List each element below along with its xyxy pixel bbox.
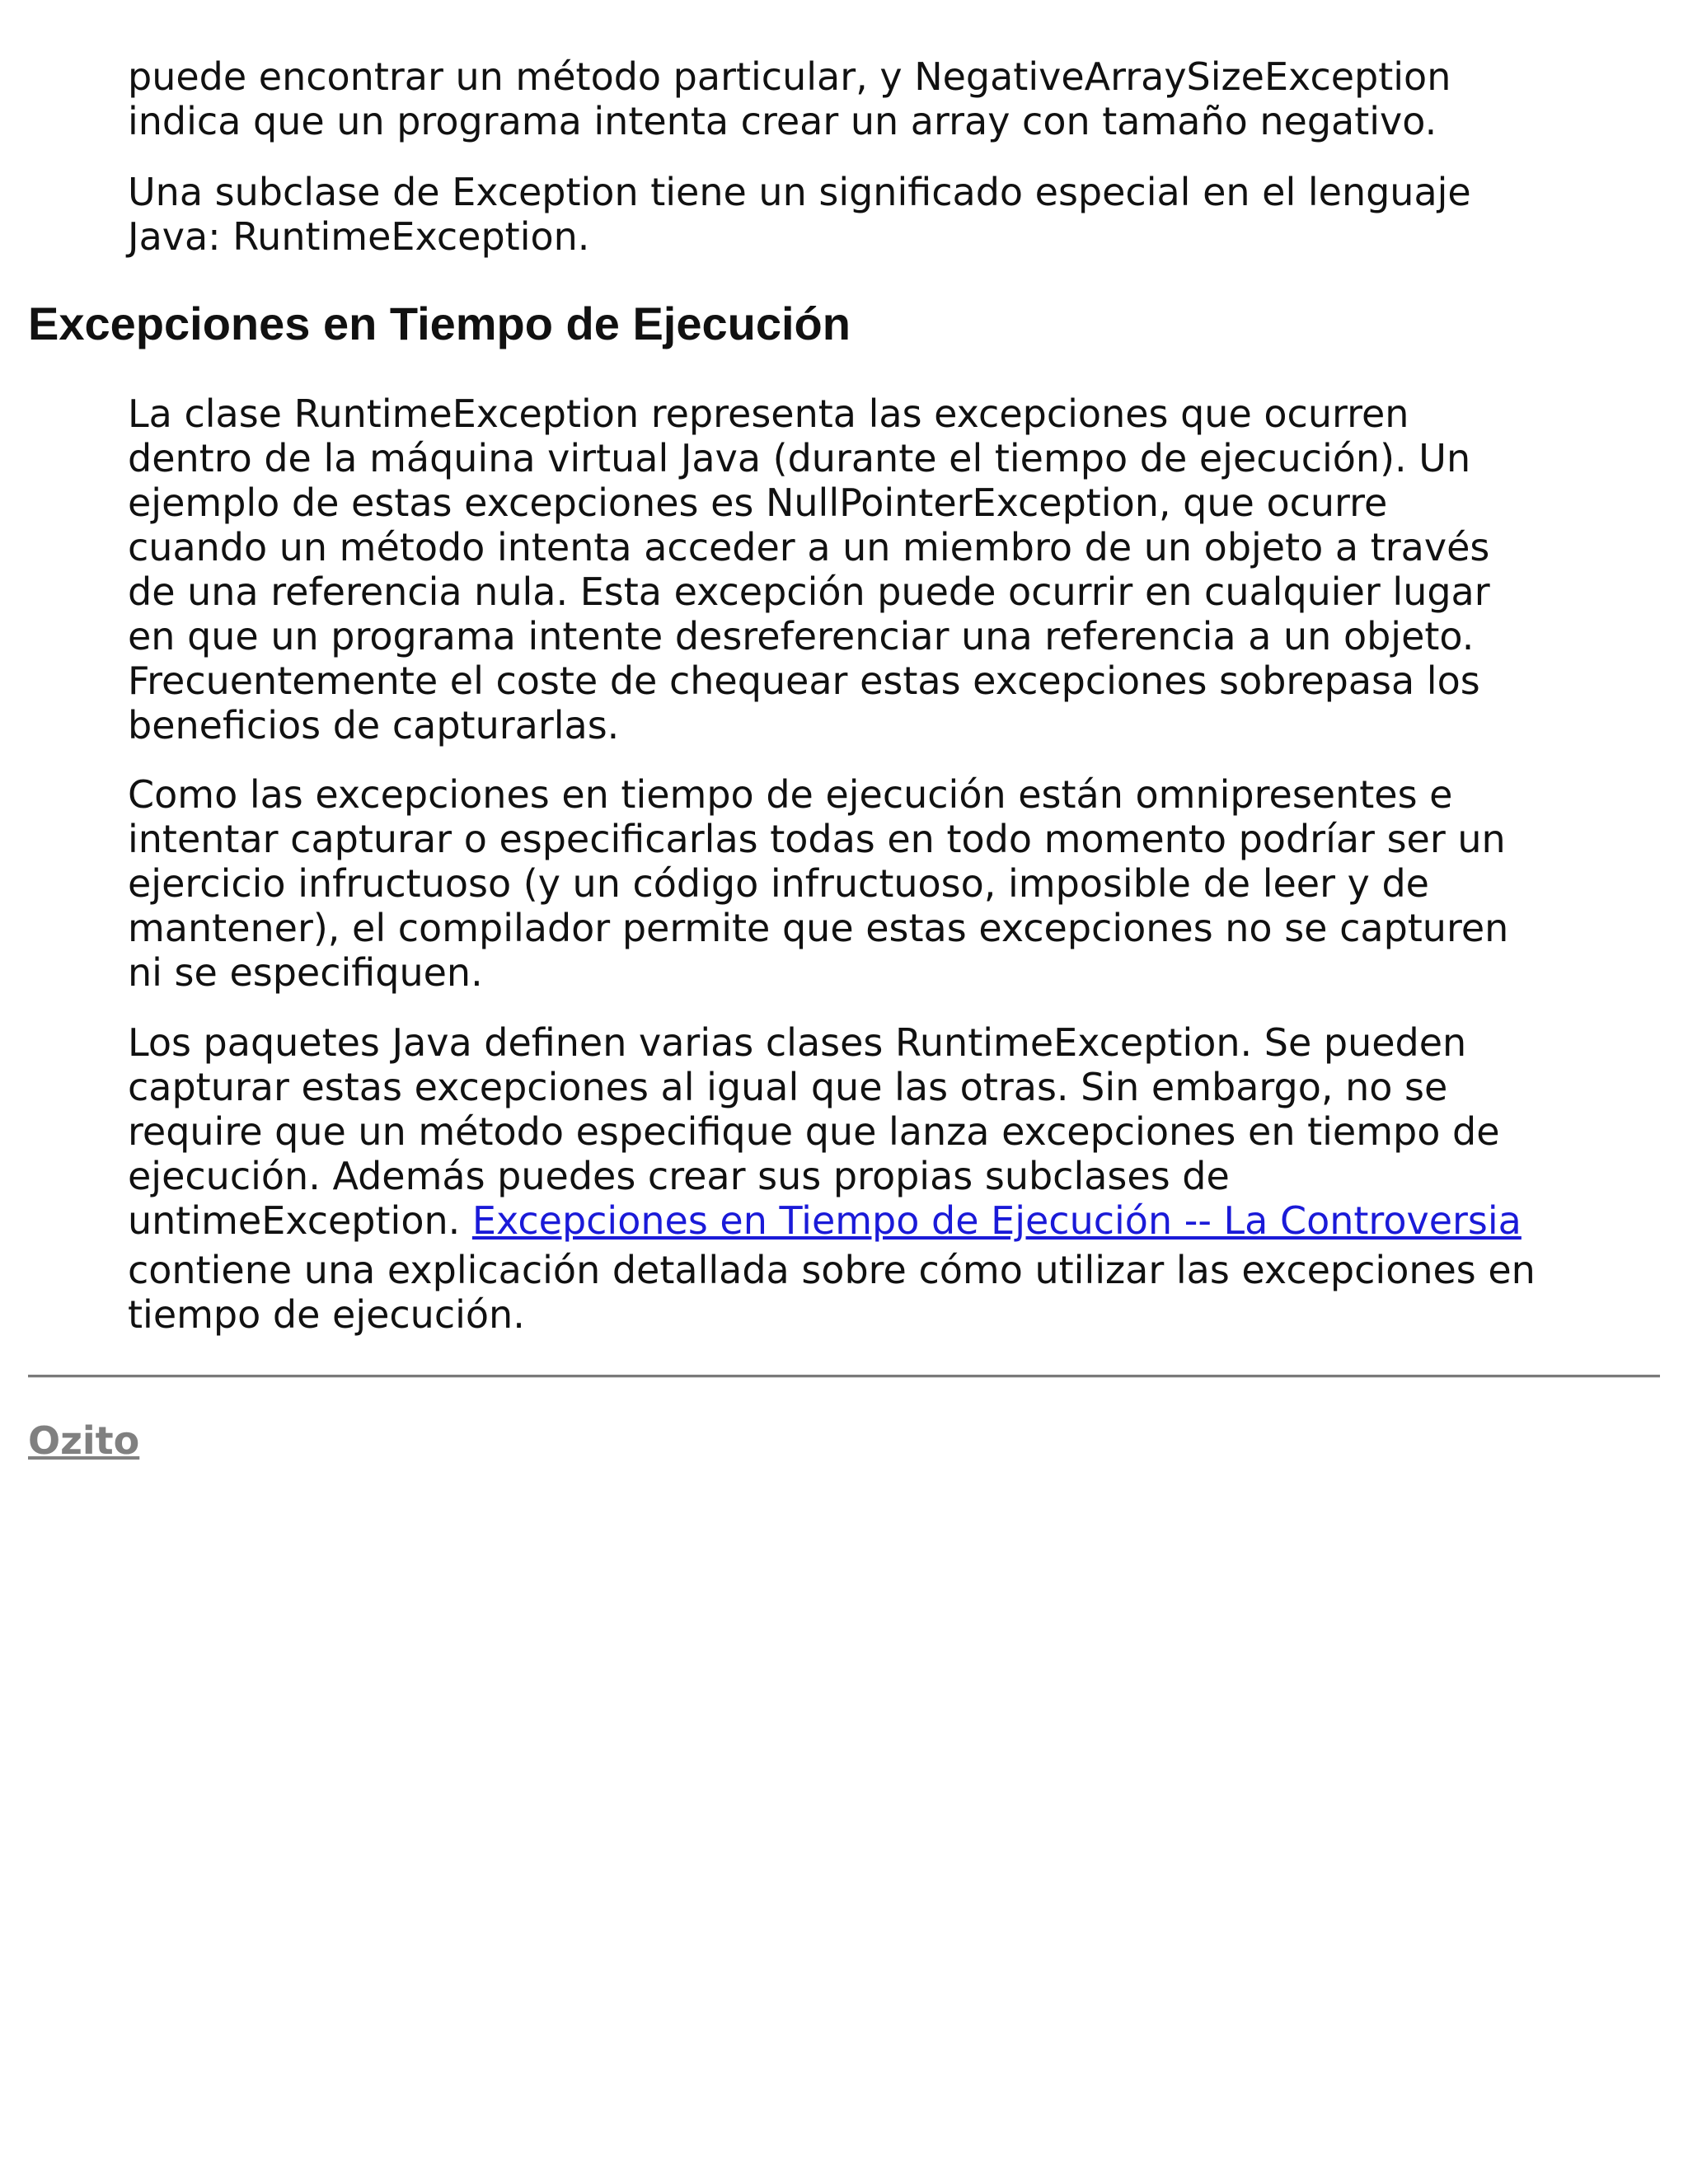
section-heading: Excepciones en Tiempo de Ejecución [28, 298, 851, 349]
runtime-paragraph [128, 391, 1578, 748]
text-line: La clase RuntimeException representa las excepciones que ocurren [128, 391, 1409, 436]
intro-paragraph [128, 54, 1578, 143]
text-line: ejercicio infructuoso (y un código infructuoso, imposible de leer y de [128, 861, 1429, 906]
text-line: mantener), el compilador permite que estas excepciones no se capturen [128, 906, 1509, 950]
text-line: Frecuentemente el coste de chequear estas excepciones sobrepasa los [128, 658, 1480, 703]
omnipresent-paragraph [128, 772, 1578, 995]
horizontal-divider [28, 1375, 1660, 1378]
subclass-paragraph [128, 170, 1578, 259]
text-line: capturar estas excepciones al igual que las otras. Sin embargo, no se [128, 1065, 1448, 1109]
text-line: ni se especifiquen. [128, 950, 483, 995]
text-line: Como las excepciones en tiempo de ejecución están omnipresentes e [128, 772, 1453, 817]
text-line: indica que un programa intenta crear un array con tamaño negativo. [128, 99, 1437, 143]
link-prefix-text: untimeException. [128, 1198, 472, 1243]
text-line: Java: RuntimeException. [128, 214, 590, 259]
text-line: require que un método especifique que lanza excepciones en tiempo de [128, 1109, 1500, 1154]
text-line: contiene una explicación detallada sobre cómo utilizar las excepciones en [128, 1248, 1536, 1292]
text-line: tiempo de ejecución. [128, 1292, 525, 1337]
text-line: Los paquetes Java definen varias clases RuntimeException. Se pueden [128, 1020, 1467, 1065]
text-line: intentar capturar o especificarlas todas en todo momento podríar ser un [128, 817, 1506, 861]
text-line: beneficios de capturarlas. [128, 703, 620, 748]
text-line-with-link [128, 1198, 1578, 1243]
text-line: puede encontrar un método particular, y NegativeArraySizeException [128, 54, 1451, 99]
text-line: cuando un método intenta acceder a un miembro de un objeto a través [128, 525, 1490, 569]
text-line: ejecución. Además puedes crear sus propias subclases de [128, 1154, 1230, 1198]
text-line: Una subclase de Exception tiene un significado especial en el lenguaje [128, 170, 1471, 214]
text-line: ejemplo de estas excepciones es NullPointerException, que ocurre [128, 480, 1388, 525]
text-line: en que un programa intente desreferenciar una referencia a un objeto. [128, 614, 1475, 658]
controversy-link[interactable]: Excepciones en Tiempo de Ejecución -- La Controversia [471, 1198, 1522, 1243]
text-line: dentro de la máquina virtual Java (durante el tiempo de ejecución). Un [128, 436, 1471, 480]
text-line: de una referencia nula. Esta excepción puede ocurrir en cualquier lugar [128, 569, 1490, 614]
packages-paragraph [128, 1020, 1578, 1337]
ozito-footer-link[interactable]: Ozito [28, 1418, 140, 1463]
